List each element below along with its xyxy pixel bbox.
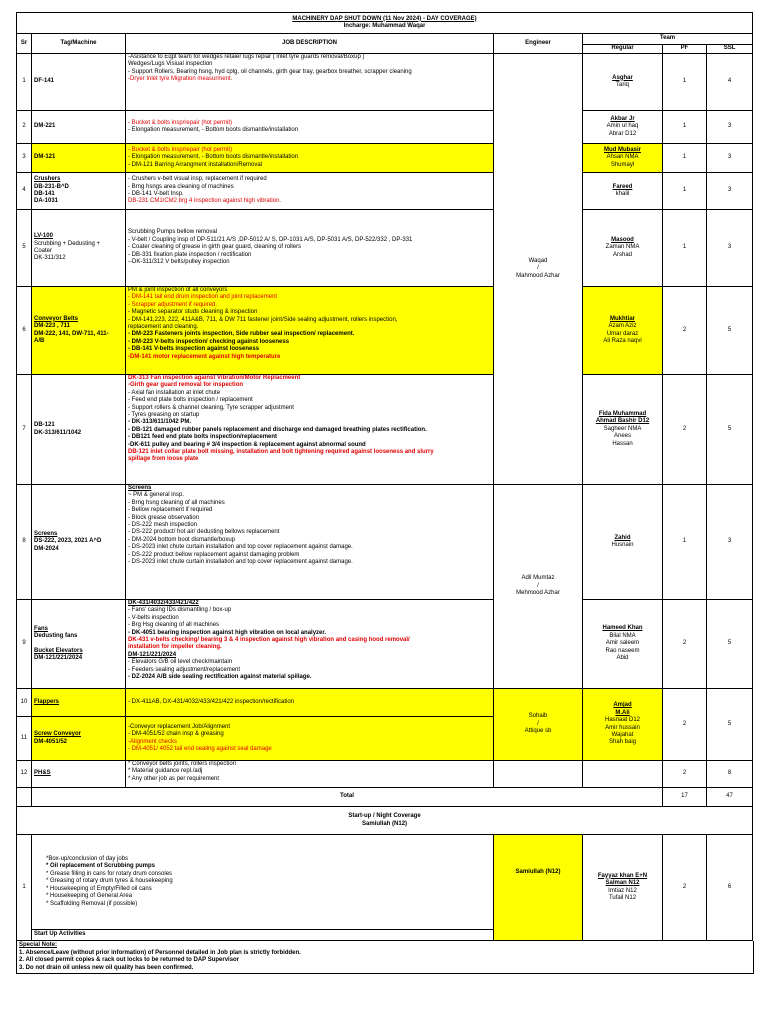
col-header-sr: Sr: [17, 34, 32, 54]
night-coverage-title-cell: [17, 807, 753, 835]
row-job-cell: [126, 375, 494, 485]
team-member: Masood: [611, 236, 634, 243]
job-line: -Alignment checks: [128, 738, 178, 745]
job-line: - Brng hsngs area cleaning of machines: [128, 183, 234, 190]
engineer-line: /: [537, 265, 539, 272]
job-line: Screens: [128, 485, 152, 491]
job-line: - DM-2024 bottom boot dismantle/boxup: [128, 536, 236, 543]
team-member: Arshad: [612, 251, 632, 258]
night-job-line: * Oil replacement of Scrubbing pumps: [46, 863, 156, 870]
total-ssl: 47: [707, 788, 753, 807]
table-row: [17, 287, 753, 375]
job-line: --DK-311/312 V belts/pulley inspection: [128, 259, 230, 266]
night-job-line: * Greasing of rotary drum tyres & housekeeping: [46, 878, 173, 885]
tag-line: A/B: [34, 337, 45, 344]
job-line: - DS-222 mesh inspection: [128, 522, 198, 529]
job-line: - DK-313/611/1042 PM.: [128, 419, 192, 426]
tag-line: DM-223 , 711: [34, 323, 71, 330]
table-row: [17, 144, 753, 173]
row-sr: 4: [17, 173, 32, 210]
job-line: - DM-121 Barring Arrangment installation/Removal: [128, 161, 263, 168]
tag-line: Screw Conveyor: [34, 731, 82, 738]
total-pf: 17: [663, 788, 707, 807]
team-member: Umar daraz: [606, 330, 639, 337]
row-sr: 10: [17, 689, 32, 717]
job-line: - Support rollers & channel cleaning, Tyre scrapper adjustment: [128, 404, 294, 411]
engineer-line: Waqad: [528, 257, 548, 264]
job-line: replacement and cleaning.: [128, 324, 199, 331]
team-member: Wajahat: [611, 731, 634, 738]
tag-line: DS-222, 2023, 2021 A^D: [34, 538, 102, 545]
job-line: -Conveyor replacement Job/Alignment: [128, 723, 231, 730]
team-cell: [583, 111, 663, 144]
job-line: - Scrapper adjustment if required.: [128, 301, 218, 308]
job-line: Scrubbing Pumps bellow removal: [128, 229, 218, 236]
row-job-cell: [126, 689, 494, 717]
night-job-line: * Grease filling in cans for rotary drum consoles: [46, 870, 173, 877]
job-line: - Support Rollers, Bearing hsng, hyd cplg, oil channels, girth gear tray, gearbox breather, scrapper cleaning: [128, 68, 412, 75]
team-member: Abid: [616, 655, 629, 662]
job-line: -Dryer Inlet tyre Migration measurment.: [128, 76, 233, 83]
job-line: - DM-141 tail end drum inspection and joint replacement: [128, 294, 278, 301]
team-member: Ali Raza naqvi: [603, 337, 642, 344]
job-line: - Tyres greasing on startup: [128, 412, 200, 419]
special-notes-heading: Special Note:: [19, 942, 58, 948]
job-line: - V-belt / Coupling insp of DP-511/21 A/S ,DP-5012 A/ S, DP-1031 A/S, DP-5031 A/S, DP-522/332 , DP-331: [128, 236, 413, 243]
tag-line: DK-313/611/1042: [34, 429, 82, 436]
row-tag-cell: [32, 600, 126, 689]
team-member: Amin ul haq: [606, 123, 639, 130]
job-line: - DX-411AB, DX-431/4032/433/421/422 inspection/rectification: [128, 698, 294, 705]
team-member: Shumayl: [610, 161, 635, 168]
row-sr: 6: [17, 287, 32, 375]
job-line: - DM-4051/52 chain insp & greasing: [128, 731, 224, 738]
col-header-engineer: Engineer: [494, 34, 583, 54]
night-sr: 1: [17, 835, 32, 941]
job-line: - Brng hsng cleaning of all machines: [128, 499, 225, 506]
col-header-pf: PF: [663, 45, 707, 54]
row-tag-cell: [32, 287, 126, 375]
team-member: Imtiaz N12: [608, 887, 637, 894]
table-row: [17, 54, 753, 111]
team-pf-count: 1: [663, 54, 707, 111]
engineer-line: Sohaib: [528, 713, 548, 720]
job-line: - DM-223 V-belts inspection/ checking against looseness: [128, 338, 290, 345]
job-line: installation for impeller cleaning.: [128, 644, 222, 651]
job-line: - DS-2023 inlet chute curtain installation and top cover replacement against damage.: [128, 559, 353, 566]
team-ssl-count: 3: [707, 144, 753, 173]
night-coverage-title: Start-up / Night Coverage: [348, 813, 421, 820]
team-member: Fida Muhammad: [598, 410, 647, 417]
job-line: - DS-222 product bellow replacement against damaging problem: [128, 551, 300, 558]
tag-line: DA-1031: [34, 198, 59, 205]
row-job-cell: [126, 600, 494, 689]
job-line: DK-313 Fan inspection against Vibration/Motor Replacmeent: [128, 375, 301, 381]
row-tag-cell: [32, 173, 126, 210]
table-row: [17, 600, 753, 689]
team-member: M.Ali: [615, 709, 630, 716]
team-member: Amir hussain: [605, 724, 640, 731]
night-ssl-count: 6: [707, 835, 753, 941]
night-job-line: * Housekeeping of General Area: [46, 893, 133, 900]
job-line: -DK-611 pulley and bearing # 3/4 inspection & replacement against abnormal sound: [128, 441, 366, 448]
special-note-item: 1. Absence/Leave (without prior information) of Personnel detailed in Job plan is strictly forbidden.: [19, 949, 301, 956]
row-sr: 8: [17, 485, 32, 600]
row-job-cell: [126, 761, 494, 788]
night-engineer: Samiullah (N12): [494, 835, 583, 941]
row-tag-cell: [32, 375, 126, 485]
row-job-cell: [126, 287, 494, 375]
team-member: Mukhtiar: [609, 315, 635, 322]
team-ssl-count: 3: [707, 111, 753, 144]
job-line: -Asistance to Eqpt team for wedges retaier lugs repiar ( inlet tyre guards removal/Boxup ): [128, 54, 365, 60]
team-member: Asghar: [612, 74, 633, 81]
table-row: [17, 689, 753, 717]
tag-line: Bucket Elevators: [34, 647, 83, 654]
tag-line: Dedusting fans: [34, 633, 78, 640]
col-header-regular: Regular: [583, 45, 663, 54]
row-sr: 2: [17, 111, 32, 144]
table-row: [17, 210, 753, 287]
row-tag-cell: [32, 111, 126, 144]
team-member: Shah baig: [608, 739, 637, 746]
engineer-cell: [494, 54, 583, 485]
team-member: Akbar Jr: [610, 115, 635, 122]
team-member: Fareed: [612, 183, 633, 190]
row-tag-cell: [32, 689, 126, 717]
job-line: DK-431 v-belts checking/ bearing 3 & 4 inspection against high vibration and casing hood removal/: [128, 637, 410, 644]
special-note-item: 3. Do not drain oil unless new oil quality has been confirmed.: [19, 964, 194, 971]
tag-line: Fans: [34, 625, 49, 632]
team-cell: [583, 54, 663, 111]
team-member: Sagheer NMA: [603, 425, 642, 432]
team-member: Tufail N12: [608, 894, 637, 901]
job-line: - Bucket & bolts insp/repair (hot permit): [128, 146, 233, 153]
row-tag-cell: [32, 761, 126, 788]
team-ssl-count: 5: [707, 287, 753, 375]
row-tag-cell: [32, 210, 126, 287]
night-coverage-subtitle: Samiullah (N12): [362, 820, 408, 827]
engineer-line: Adil Mumtaz: [521, 575, 555, 582]
job-line: - Feed end plate bolts inspection / replacement: [128, 397, 253, 404]
job-line: - Crushers v-belt visual insp, replacement if required: [128, 176, 267, 183]
job-line: - Fans' casing IDs dismantling / box-up: [128, 607, 232, 614]
job-line: - Axial fan installation at inlet chute: [128, 389, 221, 396]
team-ssl-count: 5: [707, 600, 753, 689]
job-line: -DM-141 motor replacement against high temperature: [128, 353, 281, 360]
job-line: Wedges/Lugs Visiual inspection: [128, 61, 213, 68]
team-ssl-count: 4: [707, 54, 753, 111]
team-member: Amir saleem: [605, 640, 640, 647]
team-cell: [583, 287, 663, 375]
col-header-tag: Tag/Machine: [32, 34, 126, 54]
team-member: Hameed Khan: [602, 625, 643, 632]
team-ssl-count: 5: [707, 689, 753, 761]
team-pf-count: 1: [663, 144, 707, 173]
blank-cell: [17, 788, 32, 807]
engineer-cell: [494, 689, 583, 761]
table-row: [17, 375, 753, 485]
incharge-label: Incharge: Muhammad Waqar: [343, 23, 426, 29]
job-line: - Brg Hsg cleaning of all machines: [128, 622, 220, 629]
job-line: - DB-141 V-belt Insp.: [128, 191, 184, 197]
tag-line: DB-231-B^D: [34, 183, 69, 190]
job-line: DB-231 CM1/CM2 brg 4 inspection against high vibration.: [128, 198, 282, 205]
row-tag-cell: [32, 485, 126, 600]
startup-activities-label: Start Up Activities: [32, 930, 494, 941]
job-line: - Block grease observation: [128, 514, 200, 521]
row-job-cell: [126, 717, 494, 761]
job-line: * Any other job as per requirement: [128, 775, 220, 782]
tag-line: [34, 641, 123, 648]
team-pf-count: 1: [663, 210, 707, 287]
tag-line: Coater: [34, 248, 53, 254]
col-header-ssl: SSL: [707, 45, 753, 54]
job-line: - DB121 feed end plate bolts inspection/replacement: [128, 434, 278, 441]
engineer-line: Mahmood Azhar: [516, 272, 560, 279]
night-team-cell: [583, 835, 663, 941]
job-line: - DS-2023 inlet chute curtain installation and top cover replacement against damage.: [128, 544, 353, 551]
night-job-line: *Box-up/conclusion of day jobs: [46, 856, 129, 863]
team-cell: [583, 600, 663, 689]
team-pf-count: 2: [663, 761, 707, 788]
tag-line: DM-121/221/2024: [34, 654, 83, 661]
tag-line: DM-2024: [34, 545, 59, 552]
team-member: Anees: [613, 433, 631, 440]
total-row: [17, 788, 753, 807]
team-ssl-count: 3: [707, 173, 753, 210]
table-row: [17, 111, 753, 144]
job-line: - DS-222 product/ hot air/ dedusting bellows replacement: [128, 529, 280, 536]
team-cell: [583, 485, 663, 600]
job-line: - Elongation measurement, - Bottom boots dismantle/installation: [128, 154, 299, 161]
row-tag-cell: [32, 54, 126, 111]
tag-line: Crushers: [34, 176, 61, 183]
tag-line: DM-221: [34, 123, 56, 130]
job-line: - Elongation measurement, - Bottom boots dismantle/installation: [128, 127, 299, 133]
job-plan-page: [16, 12, 752, 974]
job-line: - Bellow replacement if required: [128, 507, 213, 514]
job-line: DM-121/221/2024: [128, 651, 177, 658]
engineer-cell: [494, 761, 583, 788]
tag-line: DM-121: [34, 154, 56, 161]
row-sr: 5: [17, 210, 32, 287]
job-line: - DM-141,223, 222, 411A&B, 711, & DW 711 fastener joint/Side sealing adjustment, rollers inspection,: [128, 316, 398, 323]
table-row: [17, 173, 753, 210]
team-member: Abrar D12: [608, 130, 637, 137]
team-ssl-count: 3: [707, 210, 753, 287]
team-ssl-count: 3: [707, 485, 753, 600]
special-note-item: 2. All closed permit copies & rack out locks to be returned to DAP Supervisor: [19, 957, 240, 964]
team-cell: [583, 375, 663, 485]
job-line: -Girth gear guard removal for inspection: [128, 382, 244, 389]
row-sr: 1: [17, 54, 32, 111]
sheet-title: MACHINERY DAP SHUT DOWN (11 Nov 2024) - DAY COVERAGE): [292, 15, 477, 22]
job-line: - Bucket & bolts insp/repair (hot permit): [128, 119, 233, 126]
engineer-line: Mehmood Azhar: [516, 590, 560, 597]
tag-line: DM-222, 141, DW-711, 411-: [34, 330, 109, 337]
row-job-cell: [126, 210, 494, 287]
team-cell: [583, 761, 663, 788]
team-cell: [583, 210, 663, 287]
team-member: Tariq: [615, 82, 629, 88]
night-row: [17, 835, 753, 930]
job-line: - DB-141 V-belts inspection against looseness: [128, 346, 260, 353]
team-member: Rao naseem: [605, 647, 640, 654]
row-tag-cell: [32, 144, 126, 173]
night-coverage-header: [17, 807, 753, 835]
team-member: Amjad: [613, 702, 632, 709]
team-pf-count: 2: [663, 600, 707, 689]
job-line: - DZ-2024 A/B side sealing rectification against material spillage.: [128, 674, 312, 681]
tag-line: PH&S: [34, 770, 51, 777]
row-sr: 9: [17, 600, 32, 689]
row-job-cell: [126, 111, 494, 144]
table-row: [17, 485, 753, 600]
col-header-team: Team: [583, 34, 753, 45]
col-header-job: JOB DESCRIPTION: [126, 34, 494, 54]
total-label: Total: [32, 788, 663, 807]
team-member: Zahid: [614, 534, 631, 541]
team-member: Zaman NMA: [605, 244, 640, 251]
team-member: Fayyaz khan E+N: [597, 872, 648, 879]
team-member: Bilal NMA: [609, 632, 636, 639]
team-cell: [583, 173, 663, 210]
engineer-line: /: [537, 720, 539, 727]
night-job-cell: [32, 835, 494, 930]
tag-line: Flappers: [34, 698, 60, 705]
job-line: - DB-331 fixation plate inspection / rectification: [128, 251, 252, 258]
team-pf-count: 1: [663, 111, 707, 144]
tag-line: DB-141: [34, 191, 55, 197]
team-member: Hassan: [612, 440, 633, 447]
team-pf-count: 1: [663, 485, 707, 600]
team-member: Mud Mubasir: [604, 146, 641, 153]
job-line: * Conveyor belts joints, rollers inspection: [128, 761, 237, 767]
team-member: Hasnaat D12: [604, 717, 641, 724]
job-line: - Magnetic separator studs cleaning & inspection: [128, 309, 258, 316]
job-line: DB-121 inlet collar plate bolt missing, installation and bolt tightening required against looseness and slurry: [128, 449, 434, 456]
night-job-line: * Scaffolding Removal (if possible): [46, 900, 138, 907]
job-line: - DK-4051 bearing inspection against high vibration on local analyzer.: [128, 629, 327, 636]
tag-line: Scrubbing + Dedusting +: [34, 240, 101, 247]
team-member: Husnain: [611, 542, 634, 548]
team-member: khalil: [615, 191, 630, 197]
tag-line: LV-100: [34, 233, 53, 240]
team-ssl-count: 8: [707, 761, 753, 788]
tag-line: DB-121: [34, 422, 55, 429]
row-job-cell: [126, 173, 494, 210]
job-line: PM & joint inspection of all conveyors: [128, 287, 228, 293]
team-member: Ahsan NMA: [606, 154, 639, 161]
row-job-cell: [126, 54, 494, 111]
tag-line: Screens: [34, 530, 58, 537]
job-line: - DB-121 damaged rubber panels replacement and discharge end damaged breathing plates rectification.: [128, 426, 427, 433]
tag-line: DM-4051/52: [34, 738, 68, 745]
job-line: * Material guidance repl./adj: [128, 768, 203, 775]
row-sr: 11: [17, 717, 32, 761]
engineer-cell: [494, 485, 583, 689]
row-sr: 12: [17, 761, 32, 788]
row-sr: 7: [17, 375, 32, 485]
job-plan-table: [16, 12, 753, 941]
engineer-line: Attique sb: [524, 728, 552, 735]
team-pf-count: 1: [663, 173, 707, 210]
night-pf-count: 2: [663, 835, 707, 941]
night-job-line: * Housekeeping of Empty/Filled oil cans: [46, 885, 152, 892]
row-job-cell: [126, 485, 494, 600]
job-line: DK-431/4032/433/421/422: [128, 600, 199, 606]
job-line: - V-belts inspection: [128, 614, 179, 621]
tag-line: Conveyor Belts: [34, 315, 79, 322]
row-tag-cell: [32, 717, 126, 761]
special-notes: [16, 941, 754, 974]
job-line: - Feeders sealing adjustment/replacement: [128, 666, 241, 673]
engineer-line: /: [537, 582, 539, 589]
job-line: ~ PM & general insp.: [128, 492, 184, 499]
team-member: Salman N12: [605, 880, 640, 887]
job-line: spillage from loose plate: [128, 456, 199, 463]
team-member: Ahmad Bashir D12: [595, 418, 650, 425]
team-member: Azam Aziz: [608, 323, 637, 330]
sheet-title-cell: [17, 13, 753, 34]
tag-line: DF-141: [34, 78, 55, 85]
table-row: [17, 761, 753, 788]
job-line: - Coater cleaning of grease in girth gear guard, cleaning of rollers: [128, 244, 302, 251]
job-line: - DM-223 Fasteners joints inspection, Side rubber seal inspection/ replacement.: [128, 331, 355, 338]
job-line: - Elevators G/B oil level check/maintain: [128, 659, 233, 666]
row-sr: 3: [17, 144, 32, 173]
tag-line: DK-311/312: [34, 255, 66, 262]
job-line: - DM-4051/ 4052 tail end sealing against seal damage: [128, 745, 272, 752]
team-cell: [583, 144, 663, 173]
team-ssl-count: 5: [707, 375, 753, 485]
team-cell: [583, 689, 663, 761]
team-pf-count: 2: [663, 375, 707, 485]
team-pf-count: 2: [663, 689, 707, 761]
row-job-cell: [126, 144, 494, 173]
team-pf-count: 2: [663, 287, 707, 375]
